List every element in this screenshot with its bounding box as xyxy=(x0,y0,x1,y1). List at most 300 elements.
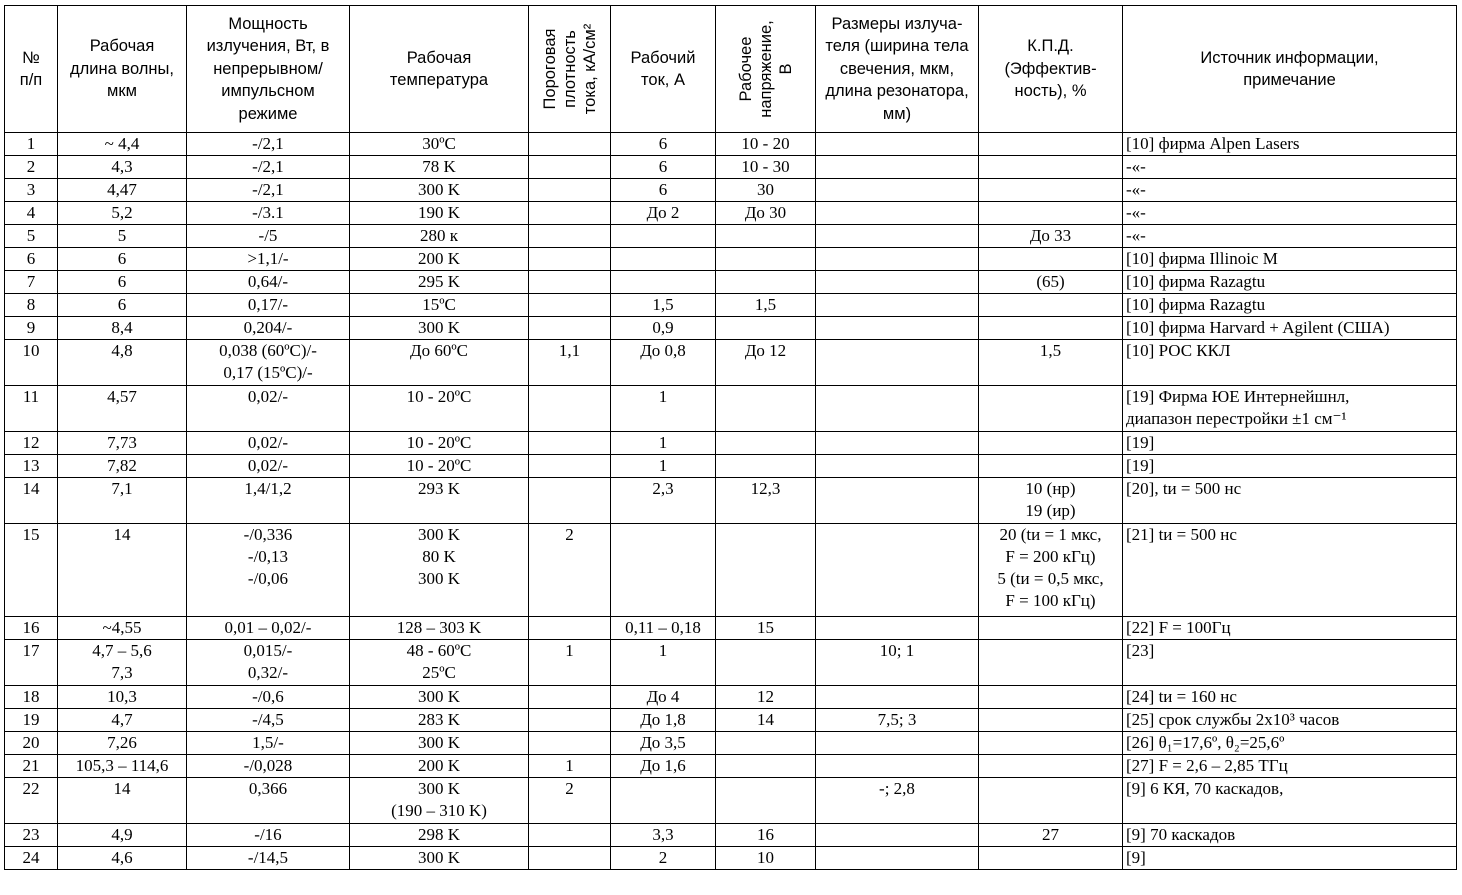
cell-threshold xyxy=(529,156,611,179)
cell-size xyxy=(816,202,979,225)
table-row xyxy=(5,455,1457,478)
cell-num: 7 xyxy=(5,271,58,294)
cell-power xyxy=(187,524,350,617)
cell-efficiency xyxy=(979,340,1123,386)
cell-wavelength xyxy=(58,524,187,617)
cell-threshold xyxy=(529,294,611,317)
cell-temperature-line: 10 - 20ºC xyxy=(406,387,472,406)
cell-num: 9 xyxy=(5,317,58,340)
cell-temperature-line: 10 - 20ºC xyxy=(406,433,472,452)
cell-efficiency xyxy=(979,432,1123,455)
cell-power-line: -/0,6 xyxy=(252,687,284,706)
cell-temperature-line: 30ºC xyxy=(422,134,456,153)
cell-current xyxy=(611,248,716,271)
cell-size xyxy=(816,179,979,202)
cell-wavelength-line: 4,9 xyxy=(111,825,133,844)
cell-temperature xyxy=(350,824,529,847)
cell-source xyxy=(1123,455,1457,478)
cell-num: 10 xyxy=(5,340,58,386)
cell-wavelength-line: ~ 4,4 xyxy=(104,134,140,153)
cell-temperature-line: 300 K xyxy=(417,848,461,867)
cell-size: 7,5; 3 xyxy=(816,709,979,732)
cell-source-line: [26] θ₁=17,6º, θ₂=25,6º xyxy=(1126,733,1285,752)
cell-wavelength xyxy=(58,478,187,524)
cell-source xyxy=(1123,133,1457,156)
cell-efficiency xyxy=(979,133,1123,156)
cell-threshold xyxy=(529,179,611,202)
cell-efficiency-line: 19 (ир) xyxy=(1025,501,1076,520)
cell-temperature xyxy=(350,686,529,709)
cell-wavelength xyxy=(58,133,187,156)
cell-temperature xyxy=(350,455,529,478)
table-row xyxy=(5,225,1457,248)
cell-size xyxy=(816,248,979,271)
header-line: Рабочее xyxy=(736,36,755,102)
header-threshold xyxy=(529,6,611,133)
cell-threshold xyxy=(529,732,611,755)
cell-temperature-line: 200 K xyxy=(417,756,461,775)
cell-temperature-line: 200 K xyxy=(417,249,461,268)
cell-threshold xyxy=(529,317,611,340)
cell-current xyxy=(611,778,716,824)
cell-wavelength xyxy=(58,179,187,202)
cell-temperature-line: 48 - 60ºC xyxy=(406,641,472,660)
cell-voltage xyxy=(716,248,816,271)
cell-size xyxy=(816,271,979,294)
cell-voltage: 30 xyxy=(716,179,816,202)
cell-power xyxy=(187,824,350,847)
cell-power-line: 0,015/- xyxy=(243,641,293,660)
cell-current: До 3,5 xyxy=(611,732,716,755)
cell-current: 2,3 xyxy=(611,478,716,524)
cell-temperature xyxy=(350,778,529,824)
header-num xyxy=(5,6,58,133)
cell-wavelength-line: 4,7 xyxy=(111,710,133,729)
cell-power-line: -/14,5 xyxy=(247,848,289,867)
cell-power-line: 0,366 xyxy=(248,779,288,798)
cell-efficiency-line: 10 (нр) xyxy=(1025,479,1076,498)
cell-efficiency xyxy=(979,778,1123,824)
header-line: В xyxy=(776,63,795,75)
header-size xyxy=(816,6,979,133)
cell-threshold xyxy=(529,847,611,870)
cell-power xyxy=(187,778,350,824)
cell-power xyxy=(187,617,350,640)
cell-source-line: [23] xyxy=(1126,641,1155,660)
header-temperature xyxy=(350,6,529,133)
cell-threshold xyxy=(529,617,611,640)
header-line: Источник информации, xyxy=(1200,48,1379,67)
cell-temperature xyxy=(350,202,529,225)
cell-wavelength xyxy=(58,432,187,455)
cell-source xyxy=(1123,617,1457,640)
cell-num: 22 xyxy=(5,778,58,824)
header-efficiency xyxy=(979,6,1123,133)
header-line: п/п xyxy=(19,71,43,89)
cell-source xyxy=(1123,340,1457,386)
cell-power xyxy=(187,847,350,870)
cell-temperature xyxy=(350,271,529,294)
cell-temperature-line: 190 K xyxy=(417,203,461,222)
cell-temperature-line: 78 K xyxy=(422,157,456,176)
header-wavelength xyxy=(58,6,187,133)
cell-temperature-line: 300 K xyxy=(417,318,461,337)
cell-source-line: диапазон перестройки ±1 см⁻¹ xyxy=(1126,409,1347,428)
cell-temperature-line: 128 – 303 K xyxy=(396,618,482,637)
cell-efficiency xyxy=(979,640,1123,686)
cell-wavelength-line: 5 xyxy=(117,226,127,245)
cell-source xyxy=(1123,432,1457,455)
cell-power-line: 0,02/- xyxy=(247,433,289,452)
cell-source-line: [10] РОС ККЛ xyxy=(1126,341,1231,360)
table-row xyxy=(5,179,1457,202)
cell-power xyxy=(187,156,350,179)
cell-current: 3,3 xyxy=(611,824,716,847)
cell-power-line: -/0,06 xyxy=(247,569,289,588)
cell-source-line: [19] xyxy=(1126,433,1155,452)
header-line: мм) xyxy=(882,104,912,123)
cell-wavelength-line: 7,82 xyxy=(107,456,137,475)
cell-size xyxy=(816,317,979,340)
cell-efficiency-line: 1,5 xyxy=(1039,341,1062,360)
cell-wavelength xyxy=(58,732,187,755)
cell-size xyxy=(816,225,979,248)
cell-source xyxy=(1123,156,1457,179)
cell-wavelength-line: 5,2 xyxy=(111,203,133,222)
header-voltage xyxy=(716,6,816,133)
cell-efficiency xyxy=(979,202,1123,225)
cell-voltage xyxy=(716,732,816,755)
cell-source xyxy=(1123,755,1457,778)
header-line: длина резонатора, xyxy=(825,82,969,101)
cell-size xyxy=(816,386,979,432)
table-row xyxy=(5,386,1457,432)
cell-num: 6 xyxy=(5,248,58,271)
cell-threshold xyxy=(529,478,611,524)
cell-temperature-line: 300 K xyxy=(417,180,461,199)
cell-source-line: [10] фирма Alpen Lasers xyxy=(1126,134,1300,153)
cell-temperature xyxy=(350,179,529,202)
cell-threshold xyxy=(529,432,611,455)
header-line: режиме xyxy=(238,104,298,123)
cell-power xyxy=(187,271,350,294)
cell-voltage: 10 xyxy=(716,847,816,870)
cell-power xyxy=(187,732,350,755)
cell-current: 1 xyxy=(611,455,716,478)
header-line: длина волны, xyxy=(70,59,174,78)
cell-current: 6 xyxy=(611,133,716,156)
cell-power-line: 0,17 (15ºC)/- xyxy=(223,363,313,382)
cell-num: 2 xyxy=(5,156,58,179)
cell-efficiency xyxy=(979,732,1123,755)
table-body xyxy=(5,133,1457,870)
cell-power-line: -/0,028 xyxy=(243,756,293,775)
table-row xyxy=(5,617,1457,640)
cell-current xyxy=(611,524,716,617)
table-row xyxy=(5,778,1457,824)
cell-temperature-line: 300 K xyxy=(417,779,461,798)
cell-temperature xyxy=(350,755,529,778)
cell-num: 13 xyxy=(5,455,58,478)
table-row xyxy=(5,432,1457,455)
cell-efficiency xyxy=(979,686,1123,709)
table-row xyxy=(5,640,1457,686)
table-row xyxy=(5,686,1457,709)
cell-temperature-line: 293 K xyxy=(417,479,461,498)
cell-wavelength-line: 14 xyxy=(113,779,131,798)
cell-power xyxy=(187,294,350,317)
cell-temperature-line: 80 K xyxy=(422,547,456,566)
cell-temperature-line: 280 к xyxy=(419,226,458,245)
cell-power xyxy=(187,202,350,225)
cell-power xyxy=(187,225,350,248)
header-row xyxy=(5,6,1457,133)
cell-source-line: [19] xyxy=(1126,456,1155,475)
cell-current: 6 xyxy=(611,156,716,179)
cell-source xyxy=(1123,478,1457,524)
header-line: Пороговая xyxy=(540,28,559,110)
cell-wavelength xyxy=(58,686,187,709)
cell-temperature xyxy=(350,732,529,755)
cell-size xyxy=(816,824,979,847)
cell-efficiency xyxy=(979,755,1123,778)
cell-source xyxy=(1123,640,1457,686)
cell-wavelength-line: 7,26 xyxy=(107,733,137,752)
table-row xyxy=(5,156,1457,179)
cell-source-line: [10] фирма Razagtu xyxy=(1126,295,1266,314)
cell-num: 23 xyxy=(5,824,58,847)
cell-source xyxy=(1123,847,1457,870)
cell-current: 0,9 xyxy=(611,317,716,340)
cell-wavelength-line: 4,3 xyxy=(111,157,133,176)
table-row xyxy=(5,709,1457,732)
cell-power-line: 1,4/1,2 xyxy=(244,479,292,498)
cell-power-line: -/16 xyxy=(254,825,282,844)
cell-power-line: 0,02/- xyxy=(247,456,289,475)
cell-size xyxy=(816,340,979,386)
header-line: Рабочий xyxy=(630,48,696,67)
cell-threshold xyxy=(529,271,611,294)
cell-num: 11 xyxy=(5,386,58,432)
cell-temperature xyxy=(350,847,529,870)
cell-wavelength xyxy=(58,340,187,386)
header-line: импульсном xyxy=(221,82,315,101)
cell-temperature-line: 300 K xyxy=(417,733,461,752)
cell-source-line: [19] Фирма ЮЕ Интернейшнл, xyxy=(1126,387,1350,406)
cell-voltage xyxy=(716,432,816,455)
header-line: теля (ширина тела xyxy=(825,37,969,56)
cell-threshold xyxy=(529,133,611,156)
cell-voltage: 10 - 30 xyxy=(716,156,816,179)
cell-source-line: [20], tи = 500 нс xyxy=(1126,479,1242,498)
cell-power xyxy=(187,640,350,686)
header-line: ток, А xyxy=(641,71,685,89)
table-row xyxy=(5,732,1457,755)
table-row xyxy=(5,202,1457,225)
cell-wavelength xyxy=(58,294,187,317)
cell-current: До 1,6 xyxy=(611,755,716,778)
cell-wavelength-line: 6 xyxy=(117,295,127,314)
cell-threshold: 2 xyxy=(529,778,611,824)
cell-temperature-line: 300 K xyxy=(417,687,461,706)
cell-source-line: -«- xyxy=(1126,157,1146,176)
table-row xyxy=(5,524,1457,617)
cell-wavelength xyxy=(58,640,187,686)
header-line: примечание xyxy=(1243,71,1336,89)
cell-num: 4 xyxy=(5,202,58,225)
cell-current: 6 xyxy=(611,179,716,202)
cell-efficiency xyxy=(979,317,1123,340)
cell-source-line: -«- xyxy=(1126,203,1146,222)
cell-efficiency xyxy=(979,386,1123,432)
cell-source xyxy=(1123,824,1457,847)
cell-source xyxy=(1123,732,1457,755)
header-line: Рабочая xyxy=(406,48,472,67)
table-row xyxy=(5,248,1457,271)
cell-efficiency-line: 27 xyxy=(1042,825,1059,844)
cell-power xyxy=(187,686,350,709)
cell-source xyxy=(1123,179,1457,202)
cell-source-line: -«- xyxy=(1126,180,1146,199)
cell-efficiency xyxy=(979,294,1123,317)
cell-temperature-line: 300 K xyxy=(417,525,461,544)
cell-power xyxy=(187,432,350,455)
cell-efficiency xyxy=(979,248,1123,271)
cell-size xyxy=(816,133,979,156)
header-line: мкм xyxy=(107,82,137,101)
header-line: тока, кА/см² xyxy=(580,23,599,115)
cell-wavelength xyxy=(58,225,187,248)
cell-size xyxy=(816,524,979,617)
cell-temperature xyxy=(350,225,529,248)
cell-voltage xyxy=(716,778,816,824)
table-row xyxy=(5,294,1457,317)
cell-efficiency-line: F = 100 кГц) xyxy=(1005,591,1096,610)
cell-efficiency xyxy=(979,179,1123,202)
cell-wavelength-line: 6 xyxy=(117,272,127,291)
cell-source-line: [9] xyxy=(1126,848,1146,867)
cell-wavelength xyxy=(58,202,187,225)
cell-wavelength xyxy=(58,271,187,294)
cell-wavelength-line: 7,3 xyxy=(111,663,133,682)
cell-voltage: 14 xyxy=(716,709,816,732)
cell-power-line: 0,17/- xyxy=(247,295,289,314)
cell-wavelength-line: 4,47 xyxy=(107,180,137,199)
header-source xyxy=(1123,6,1457,133)
cell-wavelength xyxy=(58,156,187,179)
cell-power xyxy=(187,386,350,432)
cell-wavelength-line: 4,7 – 5,6 xyxy=(92,641,152,660)
cell-temperature xyxy=(350,248,529,271)
cell-size xyxy=(816,294,979,317)
cell-num: 14 xyxy=(5,478,58,524)
cell-efficiency xyxy=(979,824,1123,847)
cell-current xyxy=(611,225,716,248)
cell-current: 2 xyxy=(611,847,716,870)
cell-voltage xyxy=(716,271,816,294)
cell-temperature xyxy=(350,294,529,317)
cell-power-line: 0,64/- xyxy=(247,272,289,291)
cell-size xyxy=(816,686,979,709)
cell-voltage xyxy=(716,317,816,340)
cell-wavelength xyxy=(58,755,187,778)
cell-power-line: 0,02/- xyxy=(247,387,289,406)
cell-source-line: [9] 70 каскадов xyxy=(1126,825,1236,844)
cell-wavelength xyxy=(58,824,187,847)
cell-temperature xyxy=(350,478,529,524)
cell-power-line: >1,1/- xyxy=(247,249,289,268)
cell-temperature xyxy=(350,340,529,386)
cell-source-line: [24] tи = 160 нс xyxy=(1126,687,1237,706)
cell-efficiency xyxy=(979,156,1123,179)
cell-threshold xyxy=(529,709,611,732)
cell-voltage xyxy=(716,524,816,617)
cell-threshold xyxy=(529,386,611,432)
cell-efficiency-line: 5 (tи = 0,5 мкс, xyxy=(997,569,1104,588)
cell-num: 12 xyxy=(5,432,58,455)
cell-source-line: [21] tи = 500 нс xyxy=(1126,525,1237,544)
cell-source xyxy=(1123,248,1457,271)
cell-power xyxy=(187,317,350,340)
cell-wavelength xyxy=(58,317,187,340)
cell-size: 10; 1 xyxy=(816,640,979,686)
cell-source xyxy=(1123,225,1457,248)
cell-efficiency-line: (65) xyxy=(1036,272,1065,291)
cell-voltage: 10 - 20 xyxy=(716,133,816,156)
cell-threshold xyxy=(529,202,611,225)
cell-temperature xyxy=(350,524,529,617)
cell-wavelength-line: 7,73 xyxy=(107,433,137,452)
cell-current: 1 xyxy=(611,432,716,455)
cell-voltage xyxy=(716,640,816,686)
cell-temperature xyxy=(350,133,529,156)
cell-num: 15 xyxy=(5,524,58,617)
cell-current: 1 xyxy=(611,386,716,432)
cell-wavelength xyxy=(58,455,187,478)
header-line: напряжение, xyxy=(756,20,775,118)
cell-threshold xyxy=(529,225,611,248)
cell-power xyxy=(187,248,350,271)
cell-power-line: -/3.1 xyxy=(252,203,284,222)
cell-temperature-line: 15ºC xyxy=(422,295,456,314)
cell-source xyxy=(1123,202,1457,225)
cell-temperature-line: 300 K xyxy=(417,569,461,588)
cell-voltage xyxy=(716,386,816,432)
cell-wavelength xyxy=(58,617,187,640)
cell-size xyxy=(816,478,979,524)
cell-source xyxy=(1123,778,1457,824)
cell-efficiency xyxy=(979,524,1123,617)
cell-power-line: 0,01 – 0,02/- xyxy=(224,618,312,637)
cell-power-line: -/2,1 xyxy=(252,180,284,199)
cell-power-line: -/5 xyxy=(258,226,278,245)
cell-efficiency xyxy=(979,709,1123,732)
table-row xyxy=(5,478,1457,524)
cell-current: 0,11 – 0,18 xyxy=(611,617,716,640)
cell-voltage: 15 xyxy=(716,617,816,640)
header-line: непрерывном/ xyxy=(213,59,323,78)
table-row xyxy=(5,755,1457,778)
cell-power xyxy=(187,340,350,386)
cell-source xyxy=(1123,294,1457,317)
cell-num: 3 xyxy=(5,179,58,202)
cell-wavelength-line: 4,6 xyxy=(111,848,133,867)
cell-current xyxy=(611,271,716,294)
cell-source-line: [9] 6 КЯ, 70 каскадов, xyxy=(1126,779,1284,798)
cell-num: 18 xyxy=(5,686,58,709)
cell-power-line: 1,5/- xyxy=(252,733,284,752)
cell-source xyxy=(1123,317,1457,340)
